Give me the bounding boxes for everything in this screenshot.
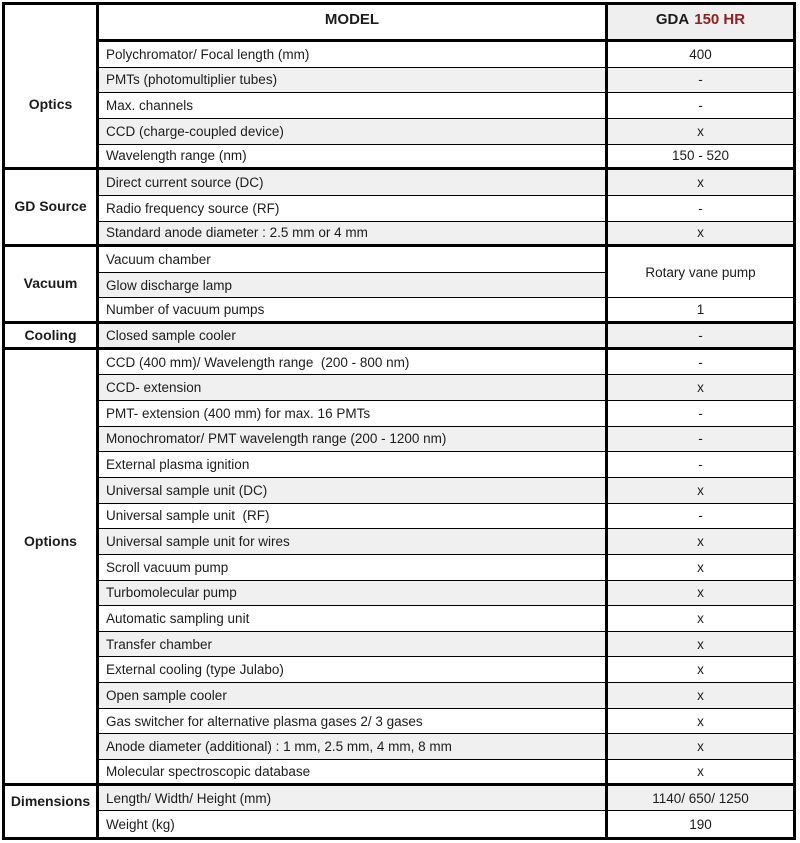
- spec-value-cell: -: [605, 504, 793, 530]
- spec-value-cell: x: [605, 529, 793, 555]
- product-model: 150 HR: [694, 11, 746, 28]
- section-label-optics: Optics: [5, 5, 99, 170]
- spec-name-cell: Universal sample unit for wires: [99, 529, 605, 555]
- section-label-cooling: Cooling: [5, 324, 99, 350]
- spec-name-cell: Max. channels: [99, 93, 605, 119]
- section-label-gd-source: GD Source: [5, 170, 99, 247]
- spec-value-cell: -: [605, 93, 793, 119]
- spec-value-cell: x: [605, 119, 793, 145]
- spec-name-cell: Direct current source (DC): [99, 170, 605, 196]
- spec-name-cell: Closed sample cooler: [99, 324, 605, 350]
- spec-name-cell: Polychromator/ Focal length (mm): [99, 42, 605, 68]
- product-header-cell: [605, 5, 793, 42]
- spec-value-cell: -: [605, 196, 793, 222]
- spec-name-cell: Length/ Width/ Height (mm): [99, 786, 605, 812]
- spec-value-cell: x: [605, 555, 793, 581]
- spec-value-cell: x: [605, 606, 793, 632]
- spec-name-cell: Universal sample unit (DC): [99, 478, 605, 504]
- spec-name-cell: Radio frequency source (RF): [99, 196, 605, 222]
- model-header-cell: MODEL: [99, 5, 605, 42]
- spec-value-cell: x: [605, 170, 793, 196]
- spec-name-cell: CCD (400 mm)/ Wavelength range (200 - 800 nm): [99, 350, 605, 376]
- spec-table: [2, 2, 796, 840]
- spec-name-cell: PMT- extension (400 mm) for max. 16 PMTs: [99, 401, 605, 427]
- spec-value-cell: -: [605, 452, 793, 478]
- spec-value-cell: x: [605, 478, 793, 504]
- spec-name-cell: Scroll vacuum pump: [99, 555, 605, 581]
- spec-value-cell: -: [605, 350, 793, 376]
- spec-name-cell: Automatic sampling unit: [99, 606, 605, 632]
- section-label-dimensions: Dimensions: [5, 786, 99, 837]
- spec-value-cell: 150 - 520: [605, 145, 793, 171]
- spec-name-cell: Monochromator/ PMT wavelength range (200 - 1200 nm): [99, 427, 605, 453]
- spec-name-cell: Number of vacuum pumps: [99, 298, 605, 324]
- spec-value-cell: -: [605, 427, 793, 453]
- spec-value-cell: -: [605, 68, 793, 94]
- spec-value-cell: -: [605, 401, 793, 427]
- spec-name-cell: External plasma ignition: [99, 452, 605, 478]
- spec-name-cell: Weight (kg): [106, 816, 175, 832]
- section-label-vacuum: Vacuum: [5, 247, 99, 324]
- spec-name-cell: CCD- extension: [99, 375, 605, 401]
- spec-value-cell: x: [605, 657, 793, 683]
- spec-name-cell: Molecular spectroscopic database: [99, 760, 605, 786]
- spec-value-cell: 400: [605, 42, 793, 68]
- spec-name-cell: Open sample cooler: [99, 683, 605, 709]
- spec-value-cell: x: [605, 760, 793, 786]
- spec-value-cell: 1: [605, 298, 793, 324]
- spec-name-cell: Universal sample unit (RF): [99, 504, 605, 530]
- product-prefix: GDA: [655, 11, 690, 28]
- spec-name-cell: Gas switcher for alternative plasma gases 2/ 3 gases: [99, 709, 605, 735]
- spec-value-cell: x: [605, 581, 793, 607]
- spec-name-cell: CCD (charge-coupled device): [99, 119, 605, 145]
- spec-value-cell: x: [605, 375, 793, 401]
- spec-name-cell: PMTs (photomultiplier tubes): [99, 68, 605, 94]
- spec-name-cell: Turbomolecular pump: [99, 581, 605, 607]
- spec-name-cell: Wavelength range (nm): [99, 145, 605, 171]
- spec-value-cell: x: [605, 222, 793, 248]
- spec-value-cell: -: [605, 324, 793, 350]
- spec-name-cell: Anode diameter (additional) : 1 mm, 2.5 mm, 4 mm, 8 mm: [99, 734, 605, 760]
- spec-value-cell: 1140/ 650/ 1250: [605, 786, 793, 812]
- spec-name-cell: Transfer chamber: [99, 632, 605, 658]
- section-label-options: Options: [5, 350, 99, 786]
- spec-name-cell: External cooling (type Julabo): [99, 657, 605, 683]
- spec-value-cell: x: [605, 709, 793, 735]
- spec-value-cell: x: [605, 683, 793, 709]
- spec-value-cell: x: [605, 734, 793, 760]
- spec-name-cell: Standard anode diameter : 2.5 mm or 4 mm: [99, 222, 605, 248]
- spec-value-cell: Rotary vane pump: [605, 247, 793, 298]
- spec-name-cell: Vacuum chamber: [99, 247, 605, 273]
- spec-name-cell: Glow discharge lamp: [99, 273, 605, 299]
- spec-value-cell: x: [605, 632, 793, 658]
- spec-value-cell: 190: [605, 811, 793, 837]
